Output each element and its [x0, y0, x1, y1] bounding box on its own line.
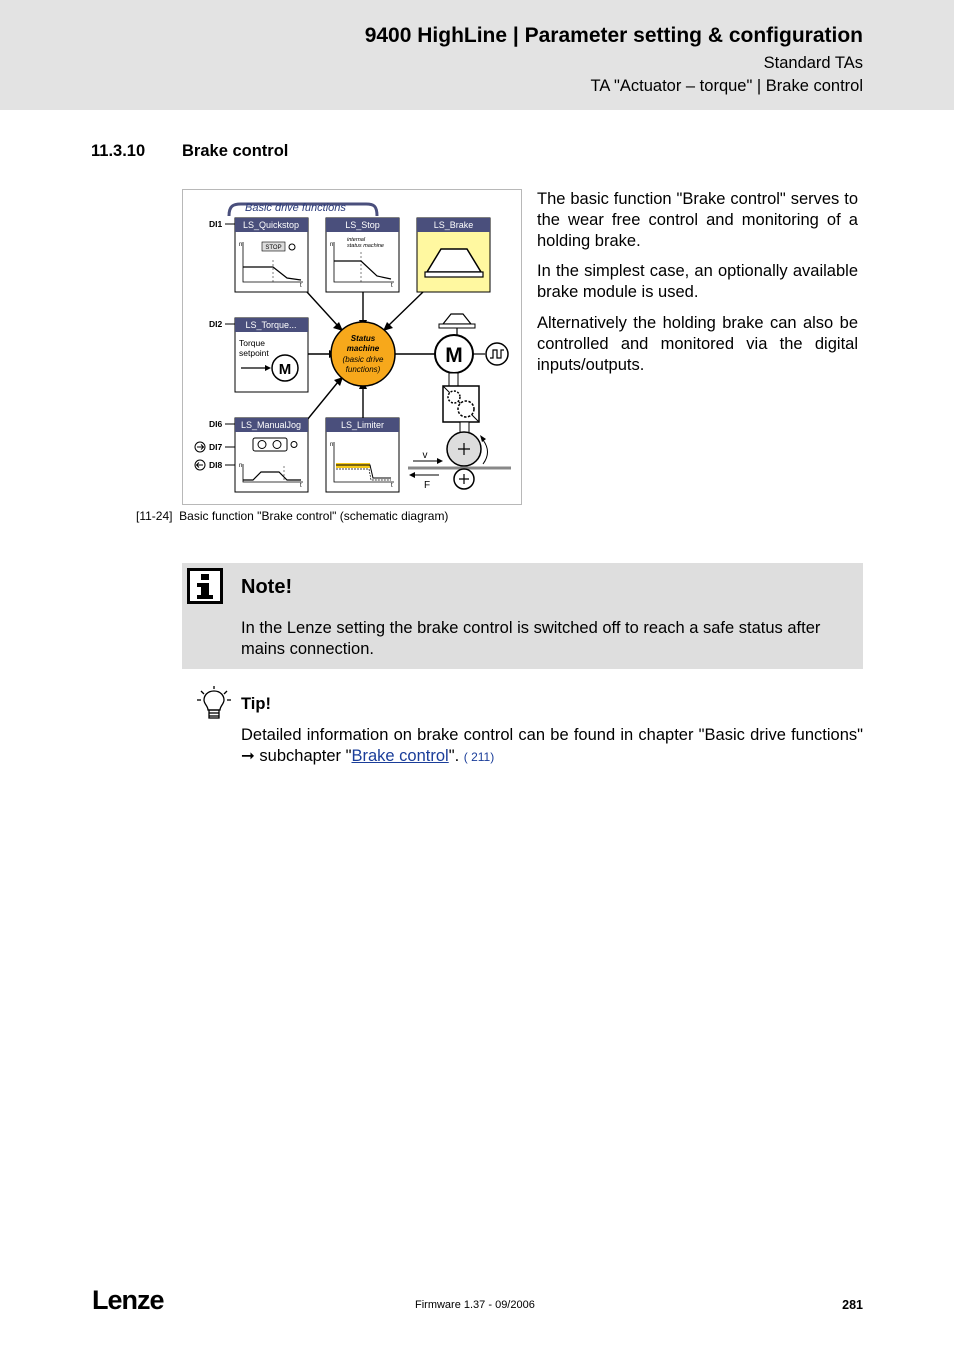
ls-brake-block [417, 218, 490, 292]
tip-text-after: ". [448, 747, 464, 765]
ls-limiter-label: LS_Limiter [340, 420, 385, 430]
tip-text [241, 725, 863, 768]
tip-text-before: Detailed information on brake control can be found in chapter "Basic drive functions" [241, 726, 863, 744]
axis-t-label: t [391, 483, 393, 489]
axis-n-label: n [239, 463, 243, 469]
drive-train [408, 314, 511, 491]
status-machine-label: status machine [347, 243, 384, 249]
note-text: In the Lenze setting the brake control is switched off to reach a safe status after mains connection. [241, 619, 821, 658]
tip-text-mid: subchapter " [254, 747, 352, 765]
paragraph-2: In the simplest case, an optionally available brake module is used. [537, 262, 858, 301]
force-label: F [423, 480, 431, 491]
digital-inputs [209, 219, 223, 470]
axis-t-label: t [391, 283, 393, 289]
ls-torque-label: LS_Torque... [245, 320, 297, 330]
page-header [0, 0, 954, 110]
di7-label: DI7 [209, 442, 223, 452]
status-machine [331, 322, 395, 386]
section-title: Brake control [182, 142, 289, 160]
document-title: 9400 HighLine | Parameter setting & configuration [364, 24, 863, 47]
status-line-1: Status [350, 334, 376, 343]
ls-quickstop-block [235, 218, 308, 292]
ls-torque-block [235, 318, 308, 392]
ls-brake-label: LS_Brake [433, 220, 474, 230]
schematic-diagram [182, 189, 522, 505]
ls-stop-label: LS_Stop [345, 220, 380, 230]
motor-symbol-letter: M [445, 344, 463, 367]
firmware-version: Firmware 1.37 - 09/2006 [415, 1299, 535, 1311]
group-label: Basic drive functions [245, 202, 346, 214]
torque-label: Torque [239, 338, 265, 348]
figure-caption [136, 509, 448, 523]
axis-n-label: n [330, 442, 334, 448]
brake-control-link[interactable]: Brake control [351, 747, 449, 765]
internal-label: internal [347, 237, 366, 243]
ls-quickstop-label: LS_Quickstop [242, 220, 300, 230]
page-number: 281 [842, 1298, 863, 1312]
status-line-3: (basic drive [342, 355, 384, 364]
paragraph-3: Alternatively the holding brake can also be controlled and monitored via the digital inputs/outputs. [537, 314, 858, 374]
lightbulb-icon [195, 685, 233, 721]
section-number: 11.3.10 [91, 142, 146, 160]
page-reference-link[interactable]: ( 211) [463, 750, 495, 764]
status-line-2: machine [346, 344, 380, 353]
velocity-label: v [422, 450, 428, 461]
section-subtitle: TA "Actuator – torque" | Brake control [590, 77, 863, 95]
axis-t-label: t [300, 283, 302, 289]
ls-stop-block [326, 218, 399, 292]
caption-number: [11-24] [136, 509, 173, 523]
di8-label: DI8 [209, 460, 223, 470]
ls-manualjog-label: LS_ManualJog [240, 420, 302, 430]
motor-letter: M [278, 361, 292, 378]
chapter-subtitle: Standard TAs [763, 54, 863, 72]
di2-label: DI2 [209, 319, 223, 329]
ls-manualjog-block [235, 418, 308, 492]
stop-badge: STOP [265, 245, 282, 251]
paragraph-1: The basic function "Brake control" serves to the wear free control and monitoring of a holding brake. [537, 190, 858, 250]
axis-n-label: n [330, 242, 334, 248]
ls-limiter-block [326, 418, 399, 492]
gear-icon [458, 401, 474, 417]
di-lines [225, 224, 235, 465]
caption-text: Basic function "Brake control" (schematic diagram) [179, 509, 449, 523]
axis-n-label: n [239, 242, 243, 248]
setpoint-label: setpoint [239, 348, 269, 358]
status-line-4: functions) [345, 365, 381, 374]
di1-label: DI1 [209, 219, 223, 229]
note-title: Note! [241, 576, 293, 598]
lenze-logo: Lenze [92, 1285, 164, 1315]
info-icon [187, 568, 223, 604]
tip-title: Tip! [241, 695, 271, 713]
gear-icon [448, 391, 460, 403]
di6-label: DI6 [209, 419, 223, 429]
brake-symbol-icon [443, 314, 471, 324]
arrow-icon: ➞ [241, 747, 255, 765]
axis-t-label: t [300, 483, 302, 489]
